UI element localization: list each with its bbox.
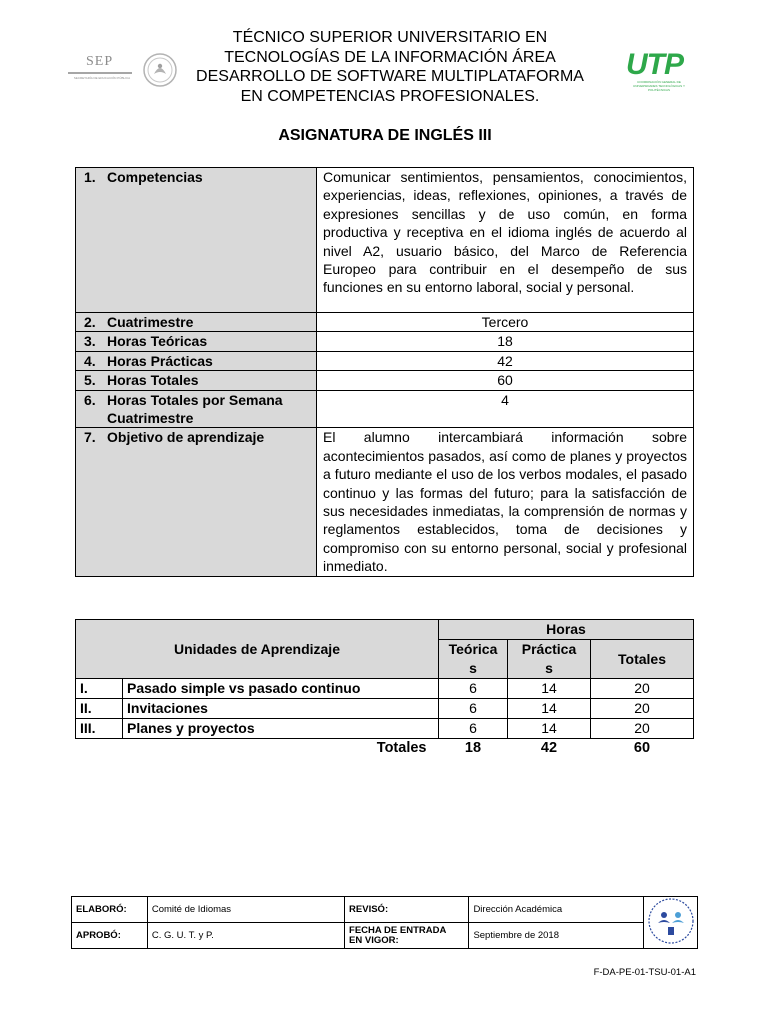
unit-teoricas: 6: [439, 679, 508, 699]
totals-row: [76, 739, 694, 759]
aprobo-value: C. G. U. T. y P.: [147, 923, 344, 949]
info-number: 3.: [84, 333, 96, 350]
totals-teoricas: 18: [464, 740, 482, 756]
unit-teoricas: 6: [439, 719, 508, 739]
utp-logo: [624, 48, 694, 94]
units-header-row: [76, 620, 694, 640]
header-practicas-line-1: Práctica: [521, 641, 577, 657]
unit-name: Invitaciones: [123, 699, 439, 719]
table-row: [76, 699, 694, 719]
unit-totales: 20: [591, 699, 694, 719]
info-label: [76, 332, 317, 351]
unit-number: III.: [76, 719, 123, 739]
info-label: [76, 351, 317, 370]
header-practicas-line-2: s: [545, 660, 553, 676]
table-row: [76, 679, 694, 699]
fecha-label: [345, 923, 469, 949]
info-row-competencias: [76, 168, 694, 313]
sep-logo: [66, 52, 136, 92]
info-label-text: Horas Prácticas: [107, 352, 213, 369]
header-totales: Totales: [591, 640, 694, 679]
info-value: Tercero: [317, 313, 694, 332]
utp-logo-subtext: COORDINACIÓN GENERAL DE UNIVERSIDADES TECNOLÓGICAS Y POLITÉCNICAS: [633, 80, 685, 92]
unit-number: II.: [76, 699, 123, 719]
program-title-line: TECNOLOGÍAS DE LA INFORMACIÓN ÁREA: [224, 48, 556, 66]
info-label-text: Horas Totales: [107, 372, 199, 389]
footer-seal-cell: [644, 897, 698, 949]
info-value: Comunicar sentimientos, pensamientos, conocimientos, experiencias, ideas, reflexiones, opiniones, a través de expresiones sencillas y de uso común, en forma productiva y receptiva en el idioma inglés de acuerdo al nivel A2, usuario básico, del Marco de Referencia Europeo para contribuir en el desempeño de sus funciones en su entorno laboral, social y personal.: [317, 168, 694, 313]
unit-practicas: 14: [508, 719, 591, 739]
info-row-horas-practicas: [76, 351, 694, 370]
unit-name: Planes y proyectos: [123, 719, 439, 739]
info-label-text: Cuatrimestre: [107, 314, 194, 330]
hours-header-label: Horas: [439, 620, 694, 640]
sep-logo-subtext: SECRETARÍA DE EDUCACIÓN PÚBLICA: [73, 76, 131, 80]
unit-number: I.: [76, 679, 123, 699]
info-label-text: Horas Totales por Semana: [107, 391, 283, 408]
footer-row: [72, 923, 698, 949]
info-row-cuatrimestre: [76, 313, 694, 332]
info-value: 60: [317, 371, 694, 390]
info-row-horas-totales: [76, 371, 694, 390]
totals-totales: 60: [633, 740, 651, 756]
info-number: 7.: [84, 429, 96, 446]
program-title-line: TÉCNICO SUPERIOR UNIVERSITARIO EN: [232, 29, 548, 46]
unit-totales: 20: [591, 679, 694, 699]
fecha-value: Septiembre de 2018: [469, 923, 644, 949]
info-number: 6.: [84, 391, 96, 408]
sep-logo-text: SEP: [86, 54, 114, 69]
table-row: [76, 719, 694, 739]
unit-practicas: 14: [508, 679, 591, 699]
program-title: [160, 28, 620, 106]
info-row-horas-teoricas: [76, 332, 694, 351]
unit-name: Pasado simple vs pasado continuo: [123, 679, 439, 699]
info-value: El alumno intercambiará información sobre acontecimientos pasados, así como de planes y proyectos a futuro mediante el uso de los verbos modales, el pasado continuo y las formas del futuro; para la satisfacción de sus necesidades inmediatas, la comprensión de normas y reglamentos establecidos, toma de decisiones y compromiso con su entorno personal, social y profesional inmediato.: [317, 428, 694, 576]
header-practicas: [508, 640, 591, 679]
info-label: [76, 390, 317, 428]
info-label: [76, 428, 317, 576]
info-label-text: Horas Teóricas: [107, 333, 208, 350]
totals-practicas: 42: [540, 740, 558, 756]
elaboro-value: Comité de Idiomas: [147, 897, 344, 923]
program-title-line: EN COMPETENCIAS PROFESIONALES.: [240, 87, 540, 105]
info-label-text: Objetivo de aprendizaje: [107, 429, 265, 446]
header-teoricas-line-1: Teórica: [448, 641, 498, 657]
subject-info-table: [75, 167, 694, 577]
institution-seal-icon: [646, 897, 696, 945]
info-label: [76, 313, 317, 332]
units-header-label: Unidades de Aprendizaje: [76, 620, 439, 679]
totals-label: Totales: [376, 740, 427, 756]
reviso-value: Dirección Académica: [469, 897, 644, 923]
approval-footer-table: [71, 896, 698, 949]
unit-totales: 20: [591, 719, 694, 739]
document-header: [0, 0, 768, 160]
sep-logo-bar: [68, 72, 132, 74]
unit-teoricas: 6: [439, 699, 508, 719]
info-label: [76, 371, 317, 390]
info-number: 1.: [84, 169, 96, 185]
info-label-text-continued: Cuatrimestre: [107, 410, 194, 427]
info-label: [76, 168, 317, 313]
unit-practicas: 14: [508, 699, 591, 719]
reviso-label: REVISÓ:: [345, 897, 469, 923]
form-code: F-DA-PE-01-TSU-01-A1: [593, 967, 696, 978]
header-teoricas: [439, 640, 508, 679]
info-row-horas-semana: [76, 390, 694, 428]
info-row-objetivo: [76, 428, 694, 576]
info-value: 18: [317, 332, 694, 351]
info-number: 4.: [84, 352, 96, 369]
footer-row: [72, 897, 698, 923]
program-title-line: DESARROLLO DE SOFTWARE MULTIPLATAFORMA: [196, 68, 584, 85]
info-number: 5.: [84, 372, 96, 389]
info-value: 42: [317, 351, 694, 370]
utp-logo-text: UTP: [626, 48, 683, 81]
fecha-label-line-1: FECHA DE ENTRADA: [349, 924, 447, 936]
aprobo-label: APROBÓ:: [72, 923, 148, 949]
learning-units-table: [75, 619, 694, 758]
info-value: 4: [317, 390, 694, 428]
fecha-label-line-2: EN VIGOR:: [349, 934, 399, 946]
subject-title: ASIGNATURA DE INGLÉS III: [278, 127, 492, 144]
header-teoricas-line-2: s: [469, 660, 477, 676]
info-number: 2.: [84, 314, 96, 330]
elaboro-label: ELABORÓ:: [72, 897, 148, 923]
info-label-text: Competencias: [107, 169, 203, 185]
